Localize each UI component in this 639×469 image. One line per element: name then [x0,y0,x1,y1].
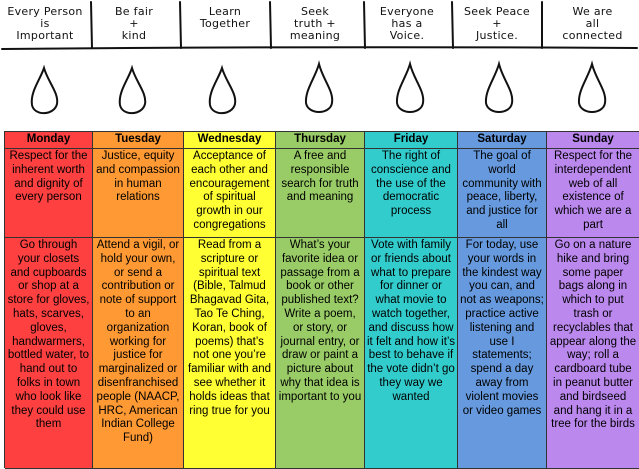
activity-cell: What’s your favorite idea or passage from a book or other published text? Write a poem, or story, or journal entry, or draw or paint a picture about why that idea is important to you [276,238,365,469]
principle-cell: Justice, equity and compassion in human relations [93,149,184,238]
value-label-2: Be fair + kind [114,5,154,42]
activity-cell: Go through your closets and cupboards or shop at a store for gloves, hats, scarves, gloves, handwarmers, bottled water, to hand out to folks in town who look like they could use them [5,238,93,469]
activity-cell: Go on a nature hike and bring some paper bags along in which to put trash or recyclables that appear along the way; roll a cardboard tube in peanut butter and birdseed and hang it in a tree for the birds [547,238,639,469]
flame-icon [32,68,58,113]
activity-cell: Attend a vigil, or hold your own, or send a contribution or note of support to an organization working for justice for marginalized or disenfranchised people (NAACP, HRC, American Indian College Fund) [93,238,184,469]
value-label-4: Seek truth + meaning [289,5,341,42]
value-label-3: Learn Together [199,5,251,30]
divider-line [452,2,453,48]
value-label-5: Everyone has a Voice. [379,5,435,42]
flame-icon [579,64,605,112]
value-label-1: Every Person is Important [7,5,83,42]
principle-cell: Respect for the interdependent web of all existence of which we are a part [547,149,639,238]
day-header: Sunday [547,132,639,149]
principle-cell: Acceptance of each other and encouragement of spiritual growth in our congregations [184,149,276,238]
day-header: Saturday [458,132,547,149]
principle-cell: Respect for the inherent worth and dignity of every person [5,149,93,238]
divider-line [270,2,271,48]
flame-icon [486,64,512,112]
day-header: Thursday [276,132,365,149]
flame-icon [306,64,332,112]
day-header: Wednesday [184,132,276,149]
divider-line [180,2,181,48]
flame-icon [210,68,236,113]
candle-strip [0,0,639,128]
value-label-6: Seek Peace + Justice. [464,5,530,42]
principle-cell: A free and responsible search for truth and meaning [276,149,365,238]
principle-cell: The goal of world community with peace, liberty, and justice for all [458,149,547,238]
flame-icon [120,68,146,113]
flame-icon [397,64,423,112]
activity-cell: For today, use your words in the kindest way you can, and not as weapons; practice active listening and use I statements; spend a day away from violent movies or video games [458,238,547,469]
activity-cell: Read from a scripture or spiritual text (Bible, Talmud Bhagavad Gita, Tao Te Ching, Koran, book of poems) that’s not one you’re familiar with and see whether it holds ideas that ring true for you [184,238,276,469]
day-header: Monday [5,132,93,149]
activity-cell: Vote with family or friends about what to prepare for dinner or what movie to watch together, and discuss how it felt and how it’s best to behave if the vote didn’t go they way we wanted [365,238,458,469]
principle-cell: The right of conscience and the use of the democratic process [365,149,458,238]
principles-table [4,131,639,468]
value-label-7: We are all connected [562,5,623,42]
day-header: Friday [365,132,458,149]
day-header: Tuesday [93,132,184,149]
